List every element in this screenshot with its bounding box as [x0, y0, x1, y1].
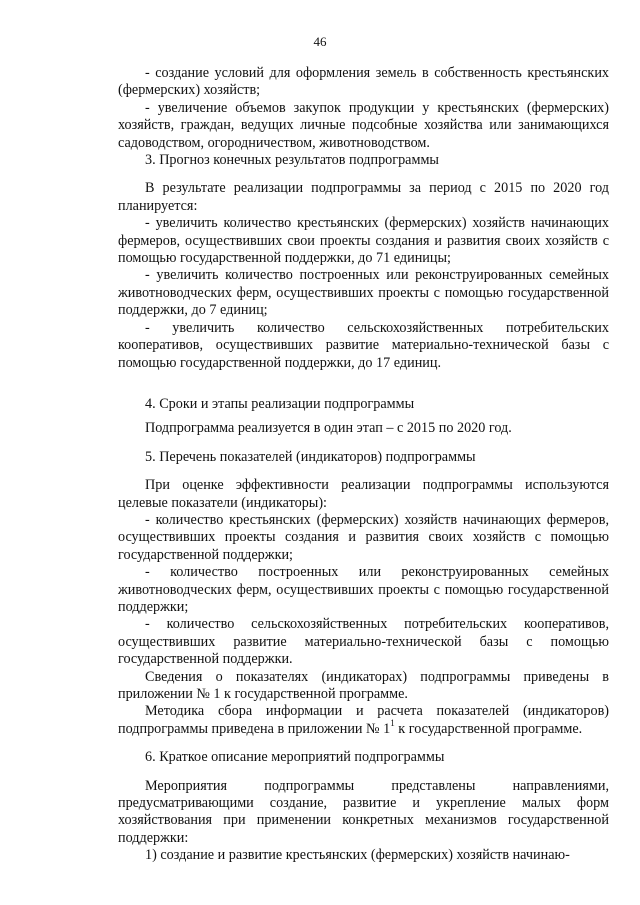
results-intro: В результате реализации подпрограммы за период с 2015 по 2020 год планируется:	[118, 180, 609, 214]
appendix-superscript: 1	[390, 718, 395, 729]
result-cooperatives: - увеличить количество сельскохозяйственных потребительских кооперативов, осуществивших развитие материально-технической базы с помощью государственной поддержки, до 17 единиц.	[118, 319, 609, 371]
indicators-intro: При оценке эффективности реализации подпрограммы используются целевые показатели (индикаторы):	[118, 477, 609, 511]
section-6-heading: 6. Краткое описание мероприятий подпрограммы	[145, 749, 445, 766]
stage-text: Подпрограмма реализуется в один этап – с 2015 по 2020 год.	[145, 420, 512, 437]
measure-1: 1) создание и развитие крестьянских (фермерских) хозяйств начинаю-	[145, 847, 570, 864]
indicator-farmers: - количество крестьянских (фермерских) хозяйств начинающих фермеров, осуществивших проекты создания и развития своих хозяйств с помощью государственной поддержки;	[118, 511, 609, 563]
section-4-heading: 4. Сроки и этапы реализации подпрограммы	[145, 395, 415, 412]
section-3-heading: 3. Прогноз конечных результатов подпрограммы	[145, 152, 439, 169]
indicator-cooperatives: - количество сельскохозяйственных потребительских кооперативов, осуществивших развитие материально-технической базы с помощью государственной поддержки.	[118, 616, 609, 668]
bullet-purchases: - увеличение объемов закупок продукции у крестьянских (фермерских) хозяйств, граждан, ведущих личные подсобные хозяйства или занимающихся садоводством, огородничеством, животноводством.	[118, 99, 609, 151]
methodology-text: Методика сбора информации и расчета показателей (индикаторов) подпрограммы приведена в приложении № 1	[118, 703, 609, 737]
page-body	[118, 65, 609, 865]
indicator-family-farms: - количество построенных или реконструированных семейных животноводческих ферм, осуществивших проекты с помощью государственной поддержки;	[118, 564, 609, 615]
methodology-text-end: к государственной программе.	[394, 720, 583, 737]
result-family-farms: - увеличить количество построенных или реконструированных семейных животноводческих ферм, осуществивших проекты с помощью государственной поддержки, до 7 единиц;	[118, 267, 609, 319]
bullet-land: - создание условий для оформления земель в собственность крестьянских (фермерских) хозяйств;	[118, 65, 609, 99]
section-5-heading: 5. Перечень показателей (индикаторов) подпрограммы	[145, 448, 476, 465]
result-farmers: - увеличить количество крестьянских (фермерских) хозяйств начинающих фермеров, осуществивших свои проекты создания и развития своих хозяйств с помощью государственной поддержки, до 71 единицы;	[118, 215, 609, 267]
page-number: 46	[313, 34, 327, 49]
indicators-appendix: Сведения о показателях (индикаторах) подпрограммы приведены в приложении № 1 к государственной программе.	[118, 668, 609, 702]
methodology-paragraph	[118, 703, 609, 738]
measures-intro: Мероприятия подпрограммы представлены направлениями, предусматривающими создание, развитие и укрепление малых форм хозяйствования при применении конкретных механизмов государственной поддержки:	[118, 777, 609, 846]
